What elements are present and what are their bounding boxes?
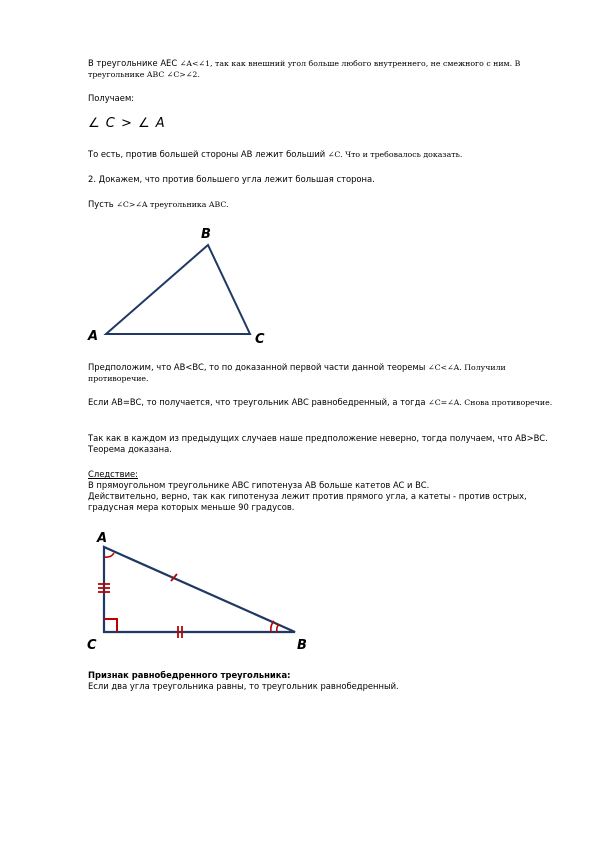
corollary-line-1: В прямоугольном треугольнике ABC гипотенуза AB больше катетов AC и BC. xyxy=(88,480,430,490)
paragraph-theorem-proved: Так как в каждом из предыдущих случаев наше предположение неверно, тогда получаем, что AB>BC. Теорема доказана. xyxy=(88,433,548,454)
corollary-line-2: Действительно, верно, так как гипотенуза лежит против прямого угла, а катеты - против острых, градусная мера которых меньше 90 градусов. xyxy=(88,491,527,512)
isosceles-sign-title: Признак равнобедренного треугольника: xyxy=(88,670,291,680)
vertex-label-c: C xyxy=(255,332,265,347)
text-serif: ∠C. Что и требовалось доказать. xyxy=(327,150,463,159)
text-sans: То есть, против большей стороны AB лежит больший xyxy=(88,149,328,159)
triangle-figure-abc xyxy=(80,220,280,350)
paragraph-if-equal xyxy=(88,397,558,408)
triangle-abc xyxy=(106,245,250,334)
vertex-label-a: A xyxy=(88,329,99,344)
text-sans: В треугольнике AEC xyxy=(88,58,180,68)
text-serif: ∠C<∠A. Получили противоречие. xyxy=(88,363,506,383)
right-triangle-abc xyxy=(104,547,295,632)
paragraph-suppose xyxy=(88,362,558,384)
right-triangle-figure-abc xyxy=(85,525,315,655)
angle-arc-b-inner xyxy=(277,624,279,632)
angle-arc-b-outer xyxy=(271,621,274,632)
text-serif: ∠C>∠A треугольника ABC. xyxy=(116,200,229,209)
corollary-block xyxy=(88,469,558,513)
text-sans: Пусть xyxy=(88,199,117,209)
isosceles-sign-block xyxy=(88,670,558,692)
text-sans: Предположим, что AB<BC, то по доказанной первой части данной теоремы xyxy=(88,362,429,372)
text-sans: Если AB=BC, то получается, что треугольник ABC равнобедренный, а тогда xyxy=(88,397,429,407)
paragraph-we-get: Получаем: xyxy=(88,93,135,103)
text-serif: ∠A<∠1, так как внешний угол больше любого внутреннего, не смежного с ним. В треугольнике ABC ∠C>∠2. xyxy=(88,59,521,79)
paragraph-part-two: 2. Докажем, что против большего угла лежит большая сторона. xyxy=(88,174,375,184)
angle-arc-a xyxy=(104,553,114,557)
vertex-label-a: A xyxy=(97,531,108,546)
corollary-title: Следствие: xyxy=(88,469,138,479)
vertex-label-b: B xyxy=(201,227,211,242)
text-serif: ∠C=∠A. Снова противоречие. xyxy=(428,398,553,407)
vertex-label-b: B xyxy=(297,638,307,653)
paragraph-conclusion xyxy=(88,149,558,160)
vertex-label-c: C xyxy=(87,638,97,653)
paragraph-let xyxy=(88,199,558,210)
paragraph-external-angle xyxy=(88,58,558,80)
isosceles-sign-text: Если два угла треугольника равны, то треугольник равнобедренный. xyxy=(88,681,399,691)
right-angle-mark xyxy=(104,619,117,632)
formula-angle-comparison: ∠ C > ∠ A xyxy=(88,116,166,131)
